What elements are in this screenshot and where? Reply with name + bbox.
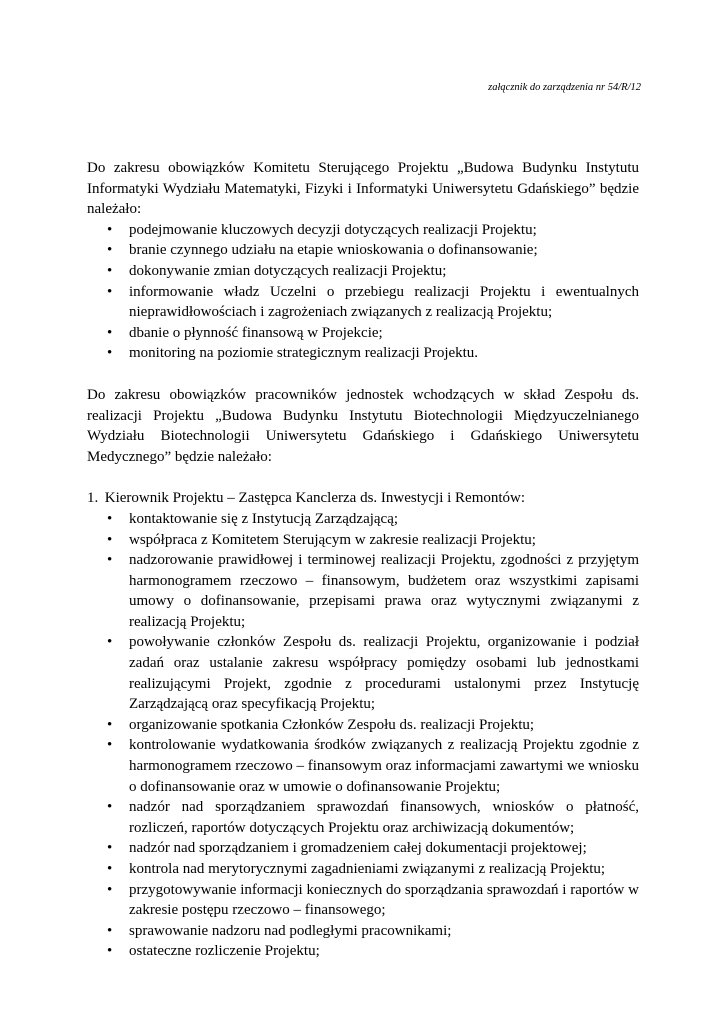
role-heading xyxy=(87,488,639,509)
list-item: • nadzór nad sporządzaniem sprawozdań finansowych, wniosków o płatność, rozliczeń, raportów dotyczących Projektu oraz archiwizacją dokumentów; xyxy=(87,797,639,838)
role-title: Kierownik Projektu – Zastępca Kanclerza ds. Inwestycji i Remontów: xyxy=(104,490,526,507)
list-item: • kontrolowanie wydatkowania środków związanych z realizacją Projektu zgodnie z harmonogramem rzeczowo – finansowym oraz informacjami zawartymi we wniosku o dofinansowanie oraz w umowie o dofinansowanie Projektu; xyxy=(87,735,639,797)
list-item: • monitoring na poziomie strategicznym realizacji Projektu. xyxy=(87,343,639,364)
list-item: • kontaktowanie się z Instytucją Zarządzającą; xyxy=(87,509,639,530)
document-body xyxy=(87,158,639,962)
section2-list xyxy=(87,509,639,962)
list-item: • przygotowywanie informacji koniecznych do sporządzania sprawozdań i raportów w zakresie postępu rzeczowo – finansowego; xyxy=(87,880,639,921)
list-item: • sprawowanie nadzoru nad podległymi pracownikami; xyxy=(87,921,639,942)
section2-intro: Do zakresu obowiązków pracowników jednostek wchodzących w skład Zespołu ds. realizacji Projektu „Budowa Budynku Instytutu Biotechnologii Międzyuczelnianego Wydziału Biotechnologii Uniwersytetu Gdańskiego i Gdańskiego Uniwersytetu Medycznego” będzie należało: xyxy=(87,386,639,465)
list-item: • powoływanie członków Zespołu ds. realizacji Projektu, organizowanie i podział zadań oraz ustalanie zakresu współpracy pomiędzy osobami lub jednostkami realizującymi Projekt, zgodnie z procedurami ustalonymi przez Instytucję Zarządzającą oraz specyfikacją Projektu; xyxy=(87,632,639,714)
list-item: • nadzorowanie prawidłowej i terminowej realizacji Projektu, zgodności z przyjętym harmonogramem rzeczowo – finansowym, budżetem oraz wszystkimi zapisami umowy o dofinansowanie, przepisami prawa oraz wytycznymi związanymi z realizacją Projektu; xyxy=(87,550,639,632)
role-number: 1. xyxy=(87,490,99,507)
list-item: • dokonywanie zmian dotyczących realizacji Projektu; xyxy=(87,261,639,282)
list-item: • dbanie o płynność finansową w Projekcie; xyxy=(87,323,639,344)
section1-intro: Do zakresu obowiązków Komitetu Sterującego Projektu „Budowa Budynku Instytutu Informatyki Wydziału Matematyki, Fizyki i Informatyki Uniwersytetu Gdańskiego” będzie należało: xyxy=(87,160,639,218)
list-item: • informowanie władz Uczelni o przebiegu realizacji Projektu i ewentualnych nieprawidłowościach i zagrożeniach związanych z realizacją Projektu; xyxy=(87,282,639,323)
list-item: • kontrola nad merytorycznymi zagadnieniami związanymi z realizacją Projektu; xyxy=(87,859,639,880)
list-item: • branie czynnego udziału na etapie wnioskowania o dofinansowanie; xyxy=(87,240,639,261)
list-item: • nadzór nad sporządzaniem i gromadzeniem całej dokumentacji projektowej; xyxy=(87,838,639,859)
section1-list xyxy=(87,220,639,364)
list-item: • organizowanie spotkania Członków Zespołu ds. realizacji Projektu; xyxy=(87,715,639,736)
annex-note: załącznik do zarządzenia nr 54/R/12 xyxy=(488,82,641,93)
list-item: • współpraca z Komitetem Sterującym w zakresie realizacji Projektu; xyxy=(87,530,639,551)
list-item: • ostateczne rozliczenie Projektu; xyxy=(87,941,639,962)
list-item: • podejmowanie kluczowych decyzji dotyczących realizacji Projektu; xyxy=(87,220,639,241)
